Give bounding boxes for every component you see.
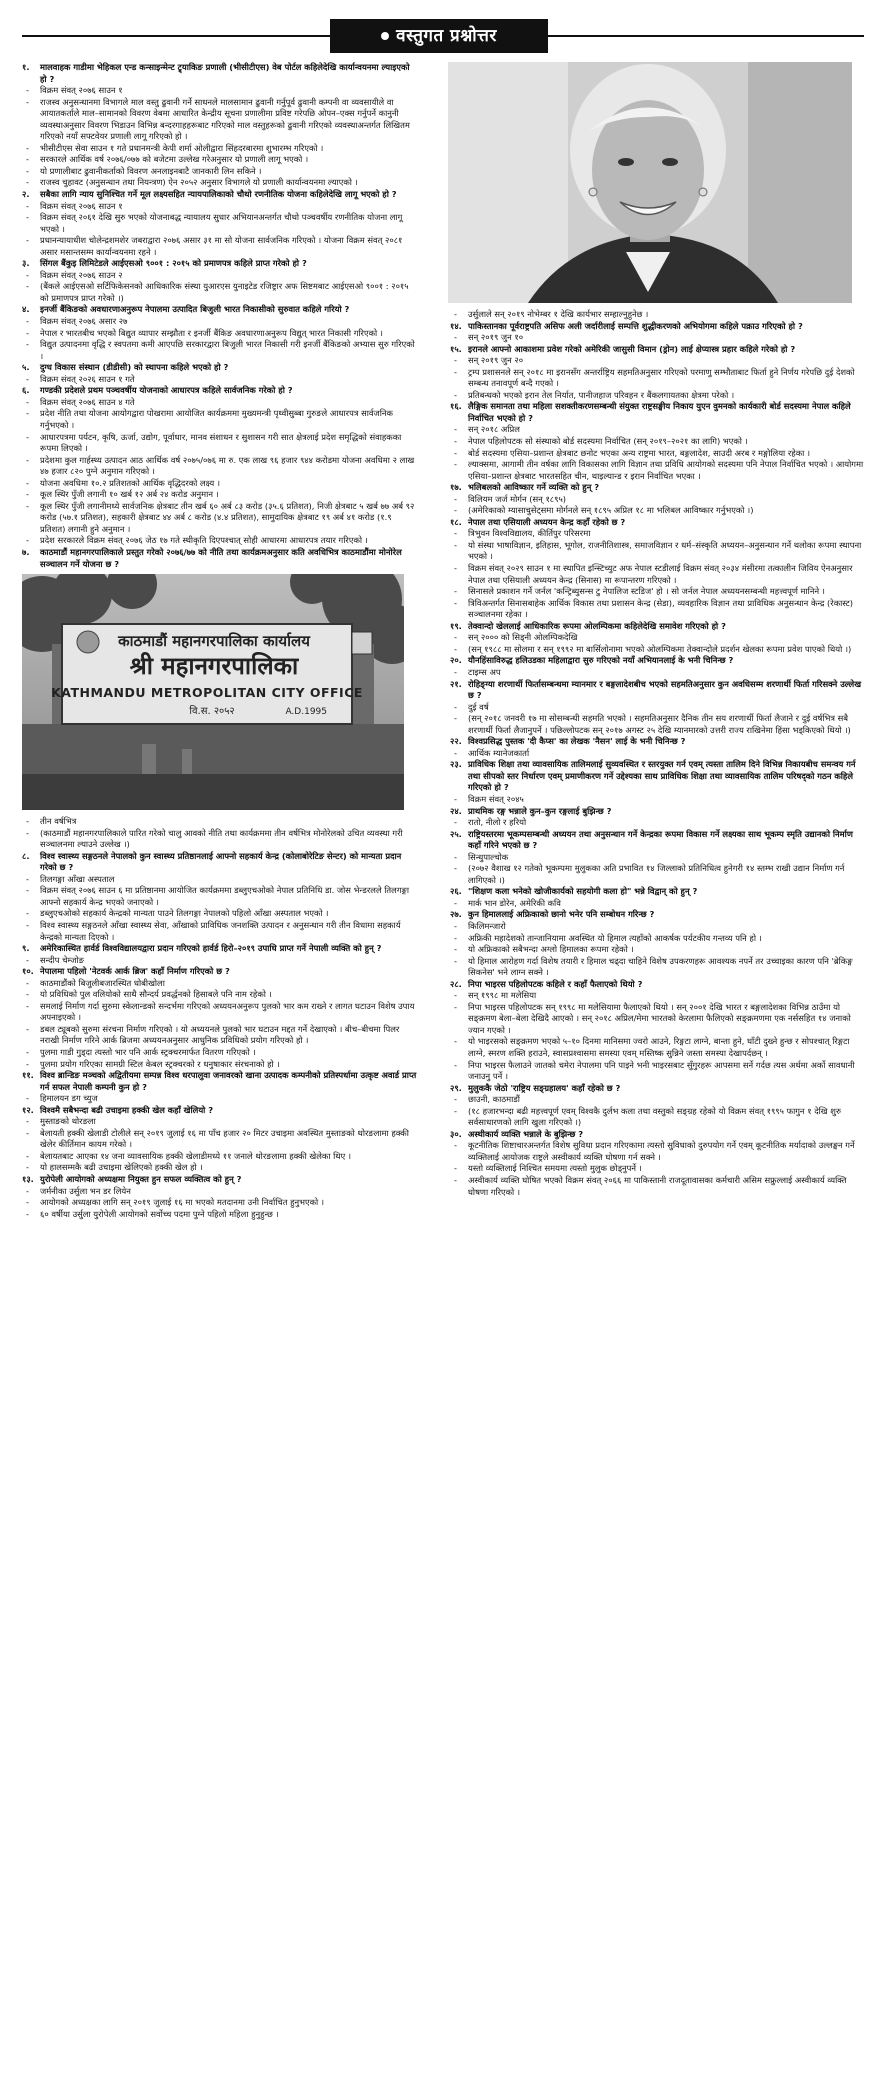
building-illustration: [22, 574, 404, 810]
question: [22, 1105, 417, 1117]
answer-line: - यस्तो व्यक्तिलाई निश्चित समयमा त्यस्तो मुलुक छोड्नुपर्ने ।: [450, 1163, 864, 1175]
question-text: यौनहिंसाविरुद्ध हलिउडका महिलाद्वारा सुरु गरिएको नयाँ अभियानलाई के भनी चिनिन्छ ?: [468, 655, 734, 666]
answer-line: - मार्क भान डोरेन, अमेरिकी कवि: [450, 898, 864, 910]
answer-line: - भीसीटीएस सेवा साउन १ गते प्रधानमन्त्री केपी शर्मा ओलीद्वारा सिंहदरबारमा शुभारम्भ गरिएको ।: [22, 143, 417, 155]
question-number: ७.: [22, 546, 30, 557]
qa-item: [450, 806, 864, 829]
answer-line: - निपा भाइरस पहिलोपटक सन् १९९८ मा मलेसियामा फैलाएको थियो । सन् २००१ देखि भारत र बङ्गलादेशका विभिन्न ठाउँमा यो सङ्क्रमण बेला–बेला देखिदै आएको । सन् २०१८ अप्रिल/मेमा भारतको केरलामा फैलिएको सङ्क्रमणमा एक नर्ससहित १४ जनाको ज्यान गएको ।: [450, 1002, 864, 1037]
question-text: दुग्ध विकास संस्थान (डीडीसी) को स्थापना कहिले भएको हो ?: [40, 362, 229, 373]
answer-line: - विक्रम संवत् २०७६ साउन १: [22, 85, 417, 97]
answer-line: - किलिमन्जारो: [450, 921, 864, 933]
answer-line: - सरकारले आर्थिक वर्ष २०७६/०७७ को बजेटमा उल्लेख गरेअनुसार यो प्रणाली लागू भएको ।: [22, 154, 417, 166]
question: [22, 304, 417, 316]
question-number: १८.: [450, 516, 462, 527]
qa-item: [22, 1070, 417, 1105]
answer-line: - काठमाडौंको बिजुलीबजारस्थित धोबीखोला: [22, 978, 417, 990]
question: [22, 189, 417, 201]
answer-line: - आयोगको अध्यक्षका लागि सन् २०१९ जुलाई १६ मा भएको मतदानमा उनी निर्वाचित हुनुभएको ।: [22, 1197, 417, 1209]
kathmandu-metropolitan-office-photo: [22, 574, 404, 810]
question-text: नेपाल तथा एसियाली अध्ययन केन्द्र कहाँ रहेको छ ?: [468, 516, 626, 527]
qa-item: [22, 362, 417, 385]
header-rule-left: [22, 35, 340, 37]
question-number: १७.: [450, 482, 462, 493]
answer-line: - विक्रम संवत् २०६१ देखि सुरु भएको योजनाबद्ध न्यायालय सुधार अभियानअन्तर्गत चौथो पञ्चवर्षीय रणनीतिक योजना लागू भएको ।: [22, 212, 417, 235]
question-text: युरोपेली आयोगको अध्यक्षमा नियुक्त हुन सफल व्यक्तित्व को हुन् ?: [40, 1174, 242, 1185]
answer-line: - कूल स्थिर पुँजी लगानी १० खर्ब १२ अर्ब २४ करोड अनुमान ।: [22, 489, 417, 501]
question-text: मालवाहक गाडीमा भेहिकल एन्ड कन्साइन्मेन्ट ट्र्याकिङ प्रणाली (भीसीटीएस) वेब पोर्टल कहिलेदेखि कार्यान्वयनमा ल्याइएको हो ?: [40, 62, 410, 84]
qa-item: [450, 979, 864, 1083]
qa-item: [450, 401, 864, 482]
answer-line: - राजस्व चुहावट (अनुसन्धान तथा नियन्त्रण) ऐन २०५२ अनुसार विभागले यो प्रणाली कार्यान्वयनमा ल्याएको ।: [22, 177, 417, 189]
answer-line: - आर्थिक म्यानेजकार्ता: [450, 748, 864, 760]
answer-line: - जर्मनीका उर्सुला भन डर लियेन: [22, 1186, 417, 1198]
answer-line: - निपा भाइरस फैलाउने जातको चमेरा नेपालमा पनि पाइने भनी भाइरसबाट सुँगुरहरू आपसमा सर्ने गर्दछ त्यस अर्थमा अर्को सावधानी जनाउनु पर्ने ।: [450, 1060, 864, 1083]
answer-line: - त्रिविअन्तर्गत सिनासबाहेक आर्थिक विकास तथा प्रशासन केन्द्र (सेडा), व्यवहारिक विज्ञान तथा प्राविधिक अनुसन्धान केन्द्र (रेकास्ट) सञ्चालनमा रहेका ।: [450, 598, 864, 621]
question-text: अस्थीकार्य व्यक्ति भन्नाले के बुझिन्छ ?: [468, 1128, 584, 1139]
qa-item: [22, 304, 417, 362]
sign-ad-year: A.D.1995: [285, 707, 327, 718]
question-text: इनर्जी बैंकिङको अवधारणाअनुरूप नेपालमा उत्पादित बिजुली भारत निकासीको सुरुवात कहिले गरियो ?: [40, 304, 350, 315]
right-column: [450, 62, 864, 1198]
answer-line: - अफ्रिकी महादेशको तान्जानियामा अवस्थित यो हिमाल त्यहाँको आकर्षक पर्यटकीय गन्तव्य पनि हो ।: [450, 933, 864, 945]
qa-item: [450, 482, 864, 517]
answer-line: - विक्रम संवत् २०७६ साउन ६ मा प्रतिष्ठानमा आयोजित कार्यक्रममा डब्लुएचओको नेपाल प्रतिनिधि डा. जोस भेन्डरलले तिलगङ्गा आफ्नो सहकार्य केन्द्र भएको जनाएको ।: [22, 885, 417, 908]
answer-line: - दुई वर्ष: [450, 702, 864, 714]
sign-bs-year: वि.स. २०५२: [189, 706, 235, 718]
answer-line: - (काठमाडौं महानगरपालिकाले पारित गरेको चालु आवको नीति तथा कार्यक्रममा तीन वर्षभित्र मोनोरेलको उचित व्यवस्था गरी सञ्चालनमा ल्याउने उल्लेख ।): [22, 828, 417, 851]
question-text: इरानले आफ्नो आकाशमा प्रवेश गरेको अमेरिकी जासुसी विमान (ड्रोन) लाई क्षेप्यास्त्र प्रहार कहिले गरेको हो ?: [468, 343, 796, 354]
answer-line: - यो हिमाल आरोहण गर्दा विशेष तयारी र हिमाल चढ्दा चाहिने विशेष उपकरणहरू आवश्यक नपर्ने तर उच्चाइका कारण पनि 'ब्रेकिङ्ग सिकनेस' भने लाग्न सक्ने ।: [450, 956, 864, 979]
answer-line: - पुलमा प्रयोग गरिएका सामग्री स्टिल केबल स्ट्रक्चरको र धनुषाकार संरचनाको हो ।: [22, 1059, 417, 1071]
section-title: वस्तुगत प्रश्नोत्तर: [396, 26, 497, 46]
question-text: प्राथमिक रङ्ग भन्नाले कुन–कुन रङ्गलाई बुझिन्छ ?: [468, 805, 612, 816]
qa-item: [450, 321, 864, 344]
question-text: राष्ट्रियस्तरमा भूकम्पसम्बन्धी अध्ययन तथा अनुसन्धान गर्ने केन्द्रका रूपमा विकास गर्ने लक्ष्यका साथ भूकम्प स्मृति उद्यानको निर्माण कहाँ गरिने भएको छ ?: [468, 828, 853, 851]
question-text: भलिबलको आविष्कार गर्ने व्यक्ति को हुन् ?: [468, 482, 600, 493]
question-text: प्राविधिक शिक्षा तथा व्यावसायिक तालिमलाई सुव्यवस्थित र स्तरयुक्त गर्न एवम् त्यस्ता तालिम दिने विभिन्न निकायबीच समन्वय गर्न तथा सीपको स्तर निर्धारण एवम् प्रमाणीकरण गर्ने उद्देश्यका साथ प्राविधिक शिक्षा तथा व्यावसायिक तालिम परिषद्को गठन कहिले गरिएको हो ?: [468, 759, 856, 793]
answer-line: - राजस्व अनुसन्धानमा विभागले माल वस्तु ढुवानी गर्ने साधनले मालसामान ढुवानी गर्नुपूर्व ढुवानी कम्पनी वा व्यवसायीले वा आयातकर्ताले माल–सामानको विवरण वेबमा आधारित केन्द्रीय सूचना प्रणालीमा प्रविष्ट गरेपछि ओपन–एक्स गर्नुपर्ने कानुनी व्यवस्थाअनुसार विवरण भिडाउन विभिन्न बन्दरगाहहरूबाट गरिएको माल वस्तुहरूको ढुवानी गरिएको व्यवस्थाअन्तर्गत लिखितम गरिएको नयाँ सफ्टवेयर प्रणाली लागू गरिएको हो ।: [22, 97, 417, 143]
answer-line: - विक्रम संवत् २०७६ साउन १: [22, 201, 417, 213]
sign-nepali-line2: श्री महानगरपालिका: [129, 651, 299, 681]
answer-line: - सन् २०१८ अप्रिल: [450, 424, 864, 436]
answer-line: - तिलगङ्गा आँखा अस्पताल: [22, 874, 417, 886]
answer-line: - डब्लुएचओको सहकार्य केन्द्रको मान्यता पाउने तिलगङ्गा नेपालको पहिलो आँखा अस्पताल भएको ।: [22, 908, 417, 920]
answer-line: - ट्रम्प प्रशासनले सन् २०१८ मा इरानसँग अन्तर्राष्ट्रिय सहमतिअनुसार गरिएको परमाणु सम्भौताबाट फिर्ता हुने निर्णय गरेपछि दुई देशको सम्बन्ध तनावपूर्ण बन्दै गएको ।: [450, 367, 864, 390]
question: [450, 806, 864, 818]
question-number: ५.: [22, 362, 30, 373]
question-number: १६.: [450, 401, 462, 412]
answer-line: - विक्रम संवत् २०७६ साउन २: [22, 270, 417, 282]
question: [450, 401, 864, 424]
question-text: सबैका लागि न्याय सुनिश्चित गर्ने मूल लक्ष्यसहित न्यायपालिकाको चौथो रणनीतिक योजना कहिलेदेखि लागू भएको हो ?: [40, 189, 397, 200]
answer-line: - सिन्धुपाल्चोक: [450, 852, 864, 864]
question-text: मुलुककै जेठो 'राष्ट्रिय सङ्ग्रहालय' कहाँ रहेको छ ?: [468, 1082, 621, 1093]
answer-line: - प्रदेशमा कुल गार्हस्थ्य उत्पादन आठ आर्थिक वर्ष २०७५/०७६ मा रु. एक लाख ९६ हजार ९४४ करोडमा योजना अवधिमा २ लाख ४७ हजार ८२० पुग्ने अनुमान गरिएको ।: [22, 455, 417, 478]
question-number: ९.: [22, 943, 30, 954]
qa-item: [22, 1174, 417, 1220]
qa-item: [450, 886, 864, 909]
question: [22, 362, 417, 374]
answer-line: - योजना अवधिमा १०.२ प्रतिशतको आर्थिक वृद्धिदरको लक्ष्य ।: [22, 478, 417, 490]
qa-item: [450, 517, 864, 621]
question: [22, 62, 417, 85]
question: [450, 979, 864, 991]
question: [450, 344, 864, 356]
qa-item: [450, 1129, 864, 1198]
qa-item: [450, 1083, 864, 1129]
answer-line: - डबल ट्यूबको सुरुमा संरचना निर्माण गरिएको । यो अध्ययनले पुलको भार घटाउन मद्दत गर्ने देखाएको । बीच–बीचमा पिलर नराखी निर्माण गरिने आर्क ब्रिजमा अध्ययनअनुसार आधुनिक प्रविधिको प्रयोग गरिएको हो ।: [22, 1024, 417, 1047]
qa-item: [22, 966, 417, 1070]
answer-line: - समलाई निर्माण गर्दा सुरुमा स्केलान्डको सन्दर्भमा गरिएको अध्ययनअनुरूप पुलको भार कम राख्ने र लागत घटाउन विशेष उपाय अपनाइएको ।: [22, 1001, 417, 1024]
bullet-icon: [381, 32, 389, 40]
question-number: १२.: [22, 1104, 34, 1115]
answer-line: - तीन वर्षभित्र: [22, 816, 417, 828]
answer-line: - प्रतिबन्धको भएको इरान तेल निर्यात, पानीजहाज परिवहन र बैंकलगायतका क्षेत्रमा परेको ।: [450, 390, 864, 402]
question: [450, 482, 864, 494]
answer-line: - टाइम्स अप: [450, 667, 864, 679]
question: [450, 655, 864, 667]
answer-line: - यो भाइरसको सङ्क्रमण भएको ५–१० दिनमा मानिसमा ज्वरो आउने, रिङ्गटा लाग्ने, बान्ता हुने, घाँटी दुख्ने हुन्छ र सोपश्चात् रिङ्गटा लाग्ने, स्मरण शक्ति हराउने, स्वासप्रश्वासमा समस्या एवम् मस्तिष्क सुन्निने जस्ता समस्या देखापर्दछन् ।: [450, 1036, 864, 1059]
question: [450, 1083, 864, 1095]
question-text: सिंगल बैंकुइ लिमिटेडले आईएसओ ९००१ : २०१५ को प्रमाणपत्र कहिले प्राप्त गरेको हो ?: [40, 258, 307, 269]
qa-item: [22, 816, 417, 851]
question-number: १९.: [450, 620, 462, 631]
question-number: १०.: [22, 966, 34, 977]
answer-line: - (सन् २०१८ जनवरी १७ मा सोसम्बन्धी सहमति भएको । सहमतिअनुसार दैनिक तीन सय शरणार्थी फिर्ता लैजाने र दुई वर्षभित्र सबै शरणार्थी फिर्ता लैजानुपर्ने । पछिल्लोपटक सन् २०१७ अगस्ट २५ देखि म्यानमारको उत्तरी राज्य राखिनेमा हिंसा भड्किएको थियो ।): [450, 713, 864, 736]
question: [450, 759, 864, 794]
question: [22, 966, 417, 978]
answer-line: - विश्व स्वास्थ्य सङ्गठनले आँखा स्वास्थ्य सेवा, आँखाको प्राविधिक जनशक्ति उत्पादन र अनुसन्धान गरी तीन विधामा सहकार्य केन्द्रको मान्यता दिएको ।: [22, 920, 417, 943]
answer-line: - यो अफ्रिकाको सबैभन्दा अग्लो हिमालका रूपमा रहेको ।: [450, 944, 864, 956]
answer-line: - त्रिभुवन विश्वविद्यालय, कीर्तिपुर परिसरमा: [450, 528, 864, 540]
answer-line: - पुलमा गाडी गुड्दा त्यस्तो भार पनि आर्क स्ट्रक्चरमार्फत वितरण गरिएको ।: [22, 1047, 417, 1059]
left-qa-list: [22, 62, 417, 570]
question-text: विश्वप्रसिद्ध पुस्तक 'दी कैप्स' का लेखक 'नैसन' लाई के भनी चिनिन्छ ?: [468, 736, 686, 747]
question-number: ११.: [22, 1070, 34, 1081]
answer-line: - प्रधानन्यायाधीश चोलेन्द्रशमशेर जबराद्वारा २०७६ असार ३१ मा सो योजना सार्वजनिक गरिएको । योजना विक्रम संवत् २०८१ असार मसान्तसम्म कार्यान्वयनमा रहने ।: [22, 235, 417, 258]
answer-line: - (अमेरिकाको म्यासाचुसेट्समा मोर्गनले सन् १८९५ अप्रिल १८ मा भलिबल आविष्कार गर्नुभएको ।): [450, 505, 864, 517]
question: [450, 829, 864, 852]
question: [22, 547, 417, 570]
answer-line: - (२०७२ वैशाख १२ गतेको भूकम्पमा मुलुकका अति प्रभावित १४ जिल्लाको प्रतिनिधित्व हुनेगरी १४ स्तम्भ राखी उद्यान निर्माण गर्न लागिएको ।): [450, 863, 864, 886]
answer-line: - रातो, नीलो र हरियो: [450, 817, 864, 829]
question-text: लैङ्गिक समानता तथा महिला सशक्तीकरणसम्बन्धी संयुक्त राष्ट्रसङ्घीय निकाय युएन वुमनको कार्यकारी बोर्ड सदस्यमा नेपाल कहिले निर्वाचित भएको हो ?: [468, 401, 851, 423]
question-text: रोहिङ्ग्या शरणार्थी फिर्तासम्बन्धमा म्यानमार र बङ्गलादेशबीच भएको सहमतिअनुसार कुन अवधिसम्म शरणार्थी फिर्ता गरिसक्ने उल्लेख छ ?: [468, 678, 862, 701]
question-number: ६.: [22, 385, 30, 396]
question-number: ८.: [22, 850, 30, 861]
question-number: २.: [22, 189, 30, 200]
question-text: कुन हिमाललाई अफ्रिकाको छानो भनेर पनि सम्बोधन गरिन्छ ?: [468, 909, 655, 920]
qa-item: [22, 258, 417, 304]
answer-line: - सन् २०१९ जुन २०: [450, 355, 864, 367]
question: [450, 1129, 864, 1141]
answer-line: - सन् १९९८ मा मलेसिया: [450, 990, 864, 1002]
question-number: २८.: [450, 978, 462, 989]
answer-line: - मुस्ताङको थोरङला: [22, 1116, 417, 1128]
answer-line: - सन् २०१९ जुन १०: [450, 332, 864, 344]
qa-item: [22, 189, 417, 258]
answer-line: - प्रदेश सरकारले विक्रम संवत् २०७६ जेठ १७ गते स्थीकृति दिएपश्चात् सोही आधारमा आधारपत्र तयार गरिएको ।: [22, 535, 417, 547]
question-number: २५.: [450, 828, 462, 839]
question: [450, 321, 864, 333]
answer-line: - विक्रम संवत् २०७६ साउन ४ गते: [22, 397, 417, 409]
answer-line: - यो संस्था भाषाविज्ञान, इतिहास, भूगोल, राजनीतिशास्त्र, समाजविज्ञान र धर्म–संस्कृति अध्ययन–अनुसन्धान गर्ने थलोका रूपमा स्थापना भएको ।: [450, 540, 864, 563]
question-number: १.: [22, 62, 30, 72]
question-text: काठमाडौं महानगरपालिकाले प्रस्तुत गरेको २०७६/७७ को नीति तथा कार्यक्रमअनुसार कति अवधिभित्र काठमाडौंमा मोनोरेल सञ्चालन गर्ने योजना छ ?: [40, 546, 402, 569]
ursula-von-der-leyen-portrait: [448, 62, 852, 303]
qa-item: [22, 62, 417, 189]
question: [450, 909, 864, 921]
answer-line: - बेलायती हक्की खेलाडी टोलीले सन् २०१९ जुलाई १६ मा पाँच हजार २० मिटर उचाइमा अवस्थित मुस्ताङको थोरङलामा हक्की खेलेर कीर्तिमान कायम गरेको ।: [22, 1128, 417, 1151]
answer-line: - यो प्रणालीबाट ढुवानीकर्ताको विवरण अनलाइनबाटै जानकारी लिन सकिने ।: [22, 166, 417, 178]
question-text: पाकिस्तानका पूर्वराष्ट्रपति असिफ अली जर्दारीलाई सम्पत्ति शुद्धीकरणको अभियोगमा कहिले पक्राउ गरिएको हो ?: [468, 320, 803, 331]
question-number: १५.: [450, 343, 462, 354]
qa-item: [22, 1105, 417, 1174]
qa-item: [450, 309, 864, 321]
answer-line: - नेपाल र भारतबीच भएको बिद्युत व्यापार सम्झौता र इनर्जी बैंकिङ अवधारणाअनुरूप विद्युत् भारत निकासी गरिएको ।: [22, 328, 417, 340]
answer-line: - छाउनी, काठमाडौं: [450, 1094, 864, 1106]
question-text: अमेरिकास्थित हार्वर्ड विश्वविद्यालयद्वारा प्रदान गरिएको हार्वर्ड हिरो–२०१९ उपाधि प्राप्त गर्ने नेपाली व्यक्ति को हुन् ?: [40, 943, 382, 954]
answer-line: - कूटनीतिक शिष्टाचारअन्तर्गत विशेष सुविधा प्रदान गरिएकामा त्यस्तो सुविधाको दुरुपयोग गर्ने एवम् कूटनीतिक मर्यादाको उल्लङ्घन गर्ने व्यक्तिलाई आयोजक राष्ट्रले अस्वीकार्य व्यक्ति घोषणा गर्न सक्ने ।: [450, 1140, 864, 1163]
answer-line: - आधारपत्रमा पर्यटन, कृषि, ऊर्जा, उद्योग, पूर्वाधार, मानव संशाधन र सुशासन गरी सात क्षेत्रलाई प्रदेश समृद्धिको संवाहकका रूपमा लिएको ।: [22, 432, 417, 455]
qa-item: [450, 679, 864, 737]
qa-item: [450, 655, 864, 678]
question-number: ४.: [22, 304, 30, 315]
question: [22, 258, 417, 270]
question-number: २६.: [450, 886, 462, 897]
answer-line: - विक्रम संवत् २०४५: [450, 794, 864, 806]
qa-item: [450, 736, 864, 759]
question: [22, 943, 417, 955]
answer-line: - (सन् १९८८ मा सोलमा र सन् १९९२ मा बार्सिलोनामा भएको ओलम्पिकमा तेक्वान्दोले प्रदर्शन खेलका रूपमा प्रवेश पाएको थियो ।): [450, 644, 864, 656]
portrait-illustration: [448, 62, 852, 303]
qa-item: [450, 829, 864, 887]
qa-item: [22, 851, 417, 943]
question-number: २७.: [450, 909, 462, 920]
answer-line: - बेलायतबाट आएका १४ जना व्यावसायिक हक्की खेलाडीमध्ये ११ जनाले थोरङलामा हक्की खेलेका थिए ।: [22, 1151, 417, 1163]
question: [22, 385, 417, 397]
sign-english-line: KATHMANDU METROPOLITAN CITY OFFICE: [51, 685, 363, 701]
question-number: ३०.: [450, 1128, 462, 1139]
answer-line: - विद्युत उत्पादनमा वृद्धि र स्वपतमा कमी आएपछि सरकारद्वारा बिजुली भारत निकासी गरी इनर्जी बैंकिङको अभ्यास सुरु गरिएको ।: [22, 339, 417, 362]
answer-line: - अस्वीकार्य व्यक्ति घोषित भएको विक्रम संवत् २०६६ मा पाकिस्तानी राजदूतावासका कर्मचारी असिम सफ्रुल्लाई अस्वीकार्य व्यक्ति घोषणा गरिएको ।: [450, 1175, 864, 1198]
qa-item: [450, 909, 864, 978]
section-title-box: [330, 19, 548, 53]
question-text: गण्डकी प्रदेशले प्रथम पञ्चवर्षीय योजनाको आधारपत्र कहिले सार्वजनिक गरेको हो ?: [40, 385, 293, 396]
right-qa-list: [450, 309, 864, 1198]
qa-item: [22, 547, 417, 570]
question: [450, 517, 864, 529]
question-text: विश्व ब्रान्डिङ मञ्चको अद्वितीयमा सम्पन्न विश्व धरपालुवा जनावरको खाना उत्पादक कम्पनीको प्रतिस्पर्धामा उत्कृष्ट अवार्ड प्राप्त गर्न सफल नेपाली कम्पनी कुन हो ?: [40, 1070, 417, 1092]
qa-item: [450, 344, 864, 402]
question: [22, 851, 417, 874]
answer-line: - सन्दीप चेम्जोङ: [22, 955, 417, 967]
question-text: विश्व स्वास्थ्य सङ्गठनले नेपालको कुन स्वास्थ्य प्रतिष्ठानलाई आफ्नो सहकार्य केन्द्र (कोलाबोरेटिङ सेन्टर) को मान्यता प्रदान गरेको छ ?: [40, 850, 402, 873]
header-rule-right: [538, 35, 864, 37]
answer-line: - (१८ हजारभन्दा बढी महत्त्वपूर्ण एवम् विश्वकै दुर्लभ कला तथा वस्तुको सङ्ग्रह रहेको यो विक्रम संवत् १९९५ फागुन १ देखि शुरु सर्वसाधारणको लागि खुला गरिएको ।): [450, 1106, 864, 1129]
qa-item: [450, 621, 864, 656]
qa-item: [22, 385, 417, 547]
question-text: निपा भाइरस पहिलोपटक कहिले र कहाँ फैलाएको थियो ?: [468, 978, 643, 989]
question: [450, 679, 864, 702]
question: [22, 1174, 417, 1186]
answer-line: - सन् २००० को सिड्नी ओलम्पिकदेखि: [450, 632, 864, 644]
answer-line: - विक्रम संवत् २०७६ असार २७: [22, 316, 417, 328]
qa-item: [450, 759, 864, 805]
answer-line: - उर्सुलाले सन् २०१९ नोभेम्बर १ देखि कार्यभार सम्हाल्नुहुनेछ ।: [450, 309, 864, 321]
question-number: २९.: [450, 1082, 462, 1093]
question-text: नेपालमा पहिलो 'नेटवर्क आर्क ब्रिज' कहाँ निर्माण गरिएको छ ?: [40, 966, 230, 977]
answer-line: - विलियम जर्ज मोर्गन (सन् १८९५): [450, 494, 864, 506]
question-number: १३.: [22, 1174, 34, 1185]
question-number: २३.: [450, 759, 462, 770]
question: [450, 886, 864, 898]
answer-line: - नेपाल पहिलोपटक सो संस्थाको बोर्ड सदस्यमा निर्वाचित (सन् २०१९–२०२१ का लागि) भएको ।: [450, 436, 864, 448]
sign-nepali-line1: काठमाडौं महानगरपालिका कार्यालय: [118, 632, 310, 651]
question: [450, 621, 864, 633]
answer-line: - विक्रम संवत् २०२६ साउन १ गते: [22, 374, 417, 386]
answer-line: - बोर्ड सदस्यमा एसिया–प्रशान्त क्षेत्रबाट छनोट भएका अन्य राष्ट्रमा भारत, बङ्गलादेश, साउदी अरब र मङ्गोलिया रहेका ।: [450, 448, 864, 460]
answer-line: - यो प्रविधिको पुल वलियोको साथै सौन्दर्य प्रवर्द्धनको हिसाबले पनि नाम रहेको ।: [22, 989, 417, 1001]
answer-line: - प्रदेश नीति तथा योजना आयोगद्वारा पोखरामा आयोजित कार्यक्रममा मुख्यमन्त्री पृथ्वीसुब्बा गुरुङले आधारपत्र सार्वजनिक गर्नुभएको ।: [22, 408, 417, 431]
question-number: २१.: [450, 678, 462, 689]
left-column: [22, 62, 417, 1220]
question: [22, 1070, 417, 1093]
answer-line: - हिमालयन डग च्युज: [22, 1093, 417, 1105]
question-number: २२.: [450, 736, 462, 747]
question-number: २०.: [450, 655, 462, 666]
answer-line: - ल्याक्समा, आगामी तीन वर्षका लागि विकासका लागि विज्ञान तथा प्रविधि आयोगको सदस्यमा पनि नेपाल निर्वाचित भएको । आयोगमा एसिया–प्रशान्त क्षेत्रबाट भारतसहित चीन, थाइल्यान्ड र इरान निर्वाचित भएका ।: [450, 459, 864, 482]
answer-line: - ६० वर्षीया उर्सुला युरोपेली आयोगको सर्वोच्च पदमा पुग्ने पहिलो महिला हुनुहुन्छ ।: [22, 1209, 417, 1221]
left-qa-list-continued: [22, 816, 417, 1220]
qa-item: [22, 943, 417, 966]
answer-line: - विक्रम संवत् २०२९ साउन १ मा स्थापित इन्स्टिच्युट अफ नेपाल स्टडीलाई विक्रम संवत् २०३४ मंसीरमा तत्कालीन जिविय ऐनअनुसार नेपाल तथा एसियाली अध्ययन केन्द्र (सिनास) मा रूपान्तरण गरिएको ।: [450, 563, 864, 586]
answer-line: - कूल स्थिर पुँजी लगानीमध्ये सार्वजनिक क्षेत्रबाट तीन खर्ब ६० अर्ब ८३ करोड (३५.६ प्रतिशत), निजी क्षेत्रबाट ५ खर्ब ७७ अर्ब ९२ करोड (५७.१ प्रतिशत), सहकारी क्षेत्रबाट ४४ अर्ब ८ करोड (४.४ प्रतिशत), सामुदायिक क्षेत्रबाट १९ अर्ब ४१ करोड (१.९ प्रतिशत) लगानी हुने अनुमान ।: [22, 501, 417, 536]
answer-line: - (बैंकले आईएसओ सर्टिफिकेसनको आधिकारिक संस्था युआरएस युनाइटेड रजिष्ट्रार अफ सिष्टमबाट आईएसओ ९००१ : २०१५ को प्रमाणपत्र प्राप्त गरेको ।): [22, 281, 417, 304]
question-text: "शिक्षण कला भनेको खोजीकार्यको सहयोगी कला हो" भन्ने विद्वान् को हुन् ?: [468, 886, 698, 897]
answer-line: - सिनासले प्रकाशन गर्ने जर्नल 'कन्ट्रिब्युसन्स टु नेपालिज स्टडिज' हो । सो जर्नल नेपाल अध्ययनसम्बन्धी महत्त्वपूर्ण मानिने ।: [450, 586, 864, 598]
question-text: तेक्वान्दो खेललाई आधिकारिक रूपमा ओलम्पिकमा कहिलेदेखि समावेश गरिएको हो ?: [468, 620, 726, 631]
question: [450, 736, 864, 748]
answer-line: - यो हालसम्मकै बढी उचाइमा खेलिएको हक्की खेल हो ।: [22, 1162, 417, 1174]
question-number: ३.: [22, 258, 30, 269]
question-number: १४.: [450, 320, 462, 331]
question-number: २४.: [450, 805, 462, 816]
question-text: विश्वमै सबैभन्दा बढी उचाइमा हक्की खेल कहाँ खेलियो ?: [40, 1104, 214, 1115]
